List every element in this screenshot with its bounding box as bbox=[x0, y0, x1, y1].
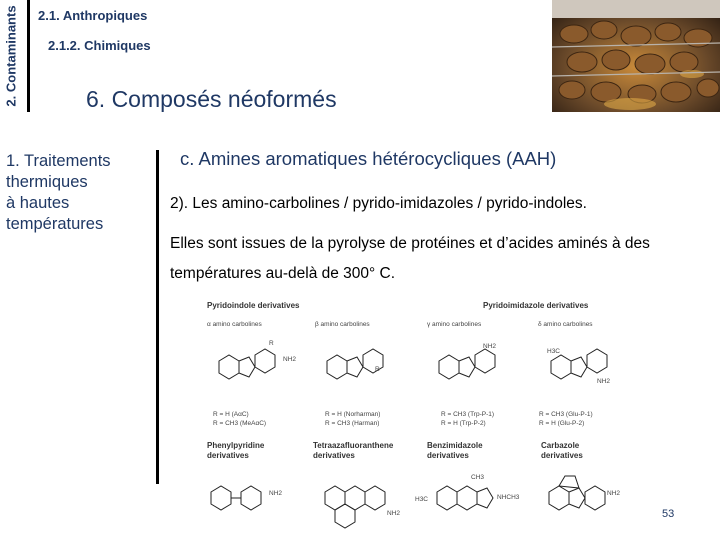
beta-carboline-structure bbox=[327, 349, 383, 379]
column-label-beta: β amino carbolines bbox=[315, 321, 370, 328]
carbazole-nh2-atom: NH2 bbox=[607, 490, 621, 497]
tetraazafluoranthene-structure bbox=[325, 486, 385, 528]
breadcrumb-level-2: 2.1.2. Chimiques bbox=[48, 38, 151, 53]
alpha-label-1: R = H (AαC) bbox=[213, 411, 249, 418]
carboline-structures bbox=[205, 333, 615, 405]
phenylpyridine-nh2-atom: NH2 bbox=[269, 490, 283, 497]
gamma-nh2-atom: NH2 bbox=[483, 343, 497, 350]
left-heading bbox=[6, 151, 146, 235]
gamma-label-2: R = H (Trp-P-2) bbox=[441, 420, 486, 427]
carbazole-structure bbox=[549, 476, 605, 510]
alpha-label-2: R = CH3 (MeAαC) bbox=[213, 420, 267, 427]
benzimidazole-structure bbox=[437, 486, 493, 510]
gamma-carboline-structure bbox=[439, 349, 495, 379]
left-heading-line-3: à hautes bbox=[6, 194, 70, 212]
gamma-label-1: R = CH3 (Trp-P-1) bbox=[441, 411, 495, 418]
beta-label-2: R = CH3 (Harman) bbox=[325, 420, 380, 427]
header-benzimidazole: Benzimidazole derivatives bbox=[427, 441, 483, 460]
sidebar-section-label: 2. Contaminants bbox=[3, 5, 19, 107]
column-label-gamma: γ amino carbolines bbox=[427, 321, 482, 328]
column-label-delta: δ amino carbolines bbox=[538, 321, 593, 328]
slide-title: 6. Composés néoformés bbox=[86, 86, 337, 112]
header-pyridoindole: Pyridoindole derivatives bbox=[207, 301, 300, 310]
section-subtitle: c. Amines aromatiques hétérocycliques (AAH) bbox=[180, 148, 557, 169]
left-heading-line-1: 1. Traitements bbox=[6, 152, 111, 170]
column-label-alpha: α amino carbolines bbox=[207, 321, 262, 328]
left-heading-line-2: thermiques bbox=[6, 173, 88, 191]
beta-r-atom: R bbox=[375, 366, 380, 373]
delta-h3c-atom: H3C bbox=[547, 348, 561, 355]
phenylpyridine-structure bbox=[211, 486, 261, 510]
header-phenylpyridine: Phenylpyridine derivatives bbox=[207, 441, 265, 460]
alpha-nh2-atom: NH2 bbox=[283, 356, 297, 363]
delta-label-2: R = H (Glu-P-2) bbox=[539, 420, 585, 427]
other-structures bbox=[205, 470, 615, 534]
chemical-structures-figure bbox=[205, 298, 621, 534]
beta-label-1: R = H (Norharman) bbox=[325, 411, 381, 418]
header-tetraaza: Tetraazafluoranthene derivatives bbox=[313, 441, 394, 460]
alpha-carboline-structure bbox=[219, 349, 275, 379]
page-number: 53 bbox=[662, 508, 675, 520]
sidebar-bar bbox=[0, 0, 30, 112]
left-heading-line-4: températures bbox=[6, 215, 104, 233]
breadcrumb-level-1: 2.1. Anthropiques bbox=[38, 8, 148, 23]
paragraph-1: 2). Les amino-carbolines / pyrido-imidazoles / pyrido-indoles. bbox=[170, 195, 587, 212]
tetraaza-nh2-atom: NH2 bbox=[387, 510, 401, 517]
benzimidazole-ch3-atom: CH3 bbox=[471, 474, 485, 481]
benzimidazole-nhch3-atom: NHCH3 bbox=[497, 494, 520, 501]
alpha-r-atom: R bbox=[269, 340, 274, 347]
delta-nh2-atom: NH2 bbox=[597, 378, 611, 385]
paragraph-2: Elles sont issues de la pyrolyse de protéines et d’acides aminés à des températures au-delà de 300° C. bbox=[170, 235, 650, 282]
vertical-divider bbox=[156, 150, 159, 484]
grilled-meat-photo bbox=[552, 0, 720, 112]
header-carbazole: Carbazole derivatives bbox=[541, 441, 583, 460]
benzimidazole-h3c-atom: H3C bbox=[415, 496, 429, 503]
delta-label-1: R = CH3 (Glu-P-1) bbox=[539, 411, 593, 418]
header-pyridoimidazole: Pyridoimidazole derivatives bbox=[483, 301, 589, 310]
